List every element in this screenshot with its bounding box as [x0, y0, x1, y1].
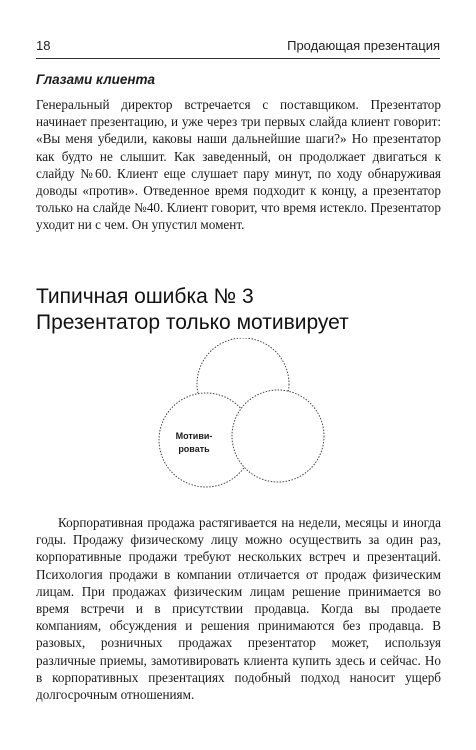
running-header [36, 38, 440, 59]
circles-svg [150, 338, 330, 498]
client-view-paragraph: Генеральный директор встречается с поставщиком. Презентатор начинает презентацию, и уже через три первых слайда клиент говорит: «Вы меня убедили, каковы наши дальнейшие шаги?» Но презентатор как будто не слышит. Как заведенный, он продолжает двигаться к слайду №60. Клиент еще слушает пару минут, по ходу обнаруживая доводы «против». Отведенное время подходит к концу, а презентатор только на слайде №40. Клиент говорит, что время истекло. Презентатор уходит ни с чем. Он упустил момент. [36, 97, 441, 233]
page-number: 18 [36, 38, 51, 53]
body-paragraph: Корпоративная продажа растягивается на недели, месяцы и иногда годы. Продажу физическому лицу можно осуществить за один раз, корпоративные продажи требуют нескольких встреч и презентаций. Психология продажи в компании отличается от продаж физическим лицам. При продажах физическим лицам решение принимается во время встречи и в присутствии продавца. Когда вы продаете компаниям, обсуждения и решения принимаются без продавца. В разовых, розничных продажах презентатор может, используя различные приемы, замотивировать клиента купить здесь и сейчас. Но в корпоративных презентациях подобный подход наносит ущерб долгосрочным отношениям. [36, 515, 441, 703]
section-title-line-1: Типичная ошибка № 3 [36, 285, 254, 308]
section-title [36, 284, 446, 336]
three-circle-diagram [150, 338, 330, 498]
circle-bottom-right [232, 390, 324, 482]
motivate-label [166, 430, 222, 456]
section-title-line-2: Презентатор только мотивирует [36, 311, 349, 334]
motivate-label-line-1: Мотиви- [175, 431, 213, 441]
running-title: Продающая презентация [287, 38, 440, 53]
sidebar-heading: Глазами клиента [36, 72, 156, 87]
motivate-label-line-2: ровать [178, 444, 210, 454]
